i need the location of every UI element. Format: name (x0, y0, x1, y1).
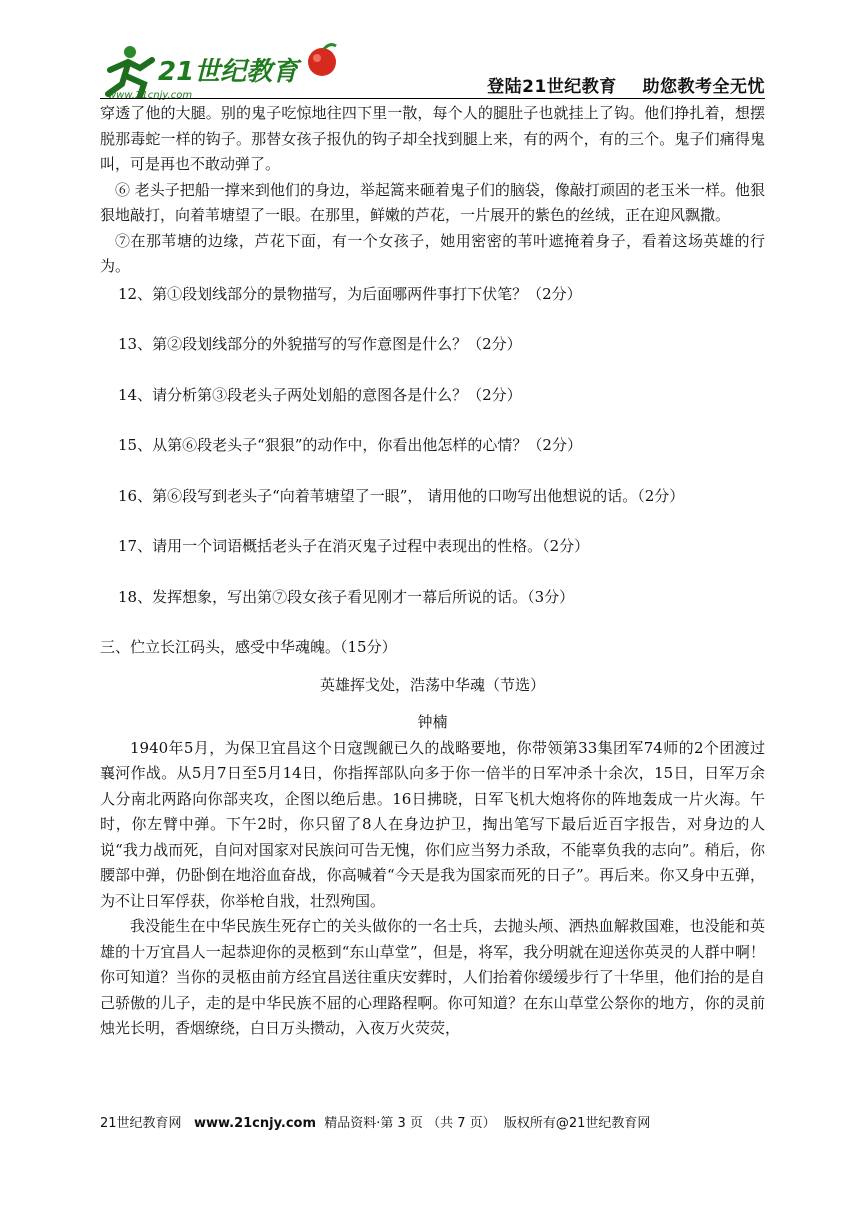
page-footer (100, 1112, 765, 1131)
logo (100, 40, 430, 100)
document-body (100, 101, 765, 1042)
slogan-left: 登陆21世纪教育 (487, 77, 617, 97)
question-18: 18、发挥想象，写出第⑦段女孩子看见刚才一幕后所说的话。（3分） (118, 587, 575, 606)
footer-url: www.21cnjy.com (193, 1116, 316, 1131)
page-header (100, 40, 765, 102)
question-14: 14、请分析第③段老头子两处划船的意图各是什么？（2分） (118, 385, 522, 404)
header-divider (100, 98, 765, 99)
footer-copyright: 版权所有@21世纪教育网 (503, 1116, 651, 1131)
passage-paragraph-cont: 穿透了他的大腿。别的鬼子吃惊地往四下里一散，每个人的腿肚子也就挂上了钩。他们挣扎着，想摆脱那毒蛇一样的钩子。那替女孩子报仇的钩子却全找到腿上来，有的两个，有的三个。鬼子们痛得鬼叫，可是再也不敢动弹了。 (100, 104, 765, 173)
section-heading: 三、伫立长江码头，感受中华魂魄。（15分） (100, 638, 397, 656)
question-13: 13、第②段划线部分的外貌描写的写作意图是什么？（2分） (118, 335, 522, 353)
question-17: 17、请用一个词语概括老头子在消灭鬼子过程中表现出的性格。（2分） (118, 537, 590, 555)
slogan-right: 助您教考全无忧 (642, 77, 765, 97)
header-slogan (487, 72, 765, 97)
passage-paragraph-6: ⑥ 老头子把船一撑来到他们的身边，举起篙来砸着鬼子们的脑袋，像敲打顽固的老玉米一样。他狠狠地敲打，向着苇塘望了一眼。在那里，鲜嫩的芦花，一片展开的紫色的丝绒，正在迎风飘撒。 (100, 180, 765, 224)
article-paragraph-1: 1940年5月，为保卫宜昌这个日寇觊觎已久的战略要地，你带领第33集团军74师的2个团渡过襄河作战。从5月7日至5月14日，你指挥部队向多于你一倍半的日军冲杀十余次，15日，日军万余人分南北两路向你部夹攻，企图以绝后患。16日拂晓，日军飞机大炮将你的阵地轰成一片火海。午时，你左臂中弹。下午2时，你只留了8人在身边护卫，掏出笔写下最后近百字报告，对身边的人说“我力战而死，自问对国家对民族问可告无愧，你们应当努力杀敌，不能辜负我的志向”。稍后，你腰部中弹，仍卧倒在地浴血奋战，你高喊着“今天是我为国家而死的日子”。再后来。你又身中五弹，为不让日军俘获，你举枪自戕，壮烈殉国。 (100, 738, 765, 910)
article-paragraph-2: 我没能生在中华民族生死存亡的关头做你的一名士兵，去抛头颅、洒热血解救国难，也没能和英雄的十万宜昌人一起恭迎你的灵柩到“东山草堂”，但是，将军，我分明就在迎送你英灵的人群中啊！你可知道？当你的灵柩由前方经宜昌送往重庆安葬时，人们抬着你缓缓步行了十华里，他们抬的是自己骄傲的儿子，走的是中华民族不屈的心理路程啊。你可知道？在东山草堂公祭你的地方，你的灵前烛光长明，香烟缭绕，白日万头攒动，入夜万火荧荧， (100, 917, 765, 1037)
logo-url: www.21cnjy.com (108, 90, 193, 100)
apple-icon (308, 45, 336, 76)
question-12: 12、第①段划线部分的景物描写，为后面哪两件事打下伏笔？（2分） (118, 284, 582, 303)
footer-site: 21世纪教育网 (100, 1116, 182, 1131)
passage-paragraph-7: ⑦在那苇塘的边缘，芦花下面，有一个女孩子，她用密密的苇叶遮掩着身子，看着这场英雄的行为。 (100, 231, 765, 275)
article-author: 钟楠 (417, 713, 448, 731)
footer-page-info: 精品资料·第 3 页 （共 7 页） (324, 1116, 496, 1131)
runner-icon (108, 46, 152, 96)
question-16: 16、第⑥段写到老头子“向着苇塘望了一眼”， 请用他的口吻写出他想说的话。（2分） (118, 486, 685, 505)
article-title: 英雄挥戈处，浩荡中华魂（节选） (319, 675, 545, 694)
logo-text: 21世纪教育 (158, 57, 299, 87)
question-15: 15、从第⑥段老头子“狠狠”的动作中，你看出他怎样的心情？（2分） (118, 436, 582, 454)
